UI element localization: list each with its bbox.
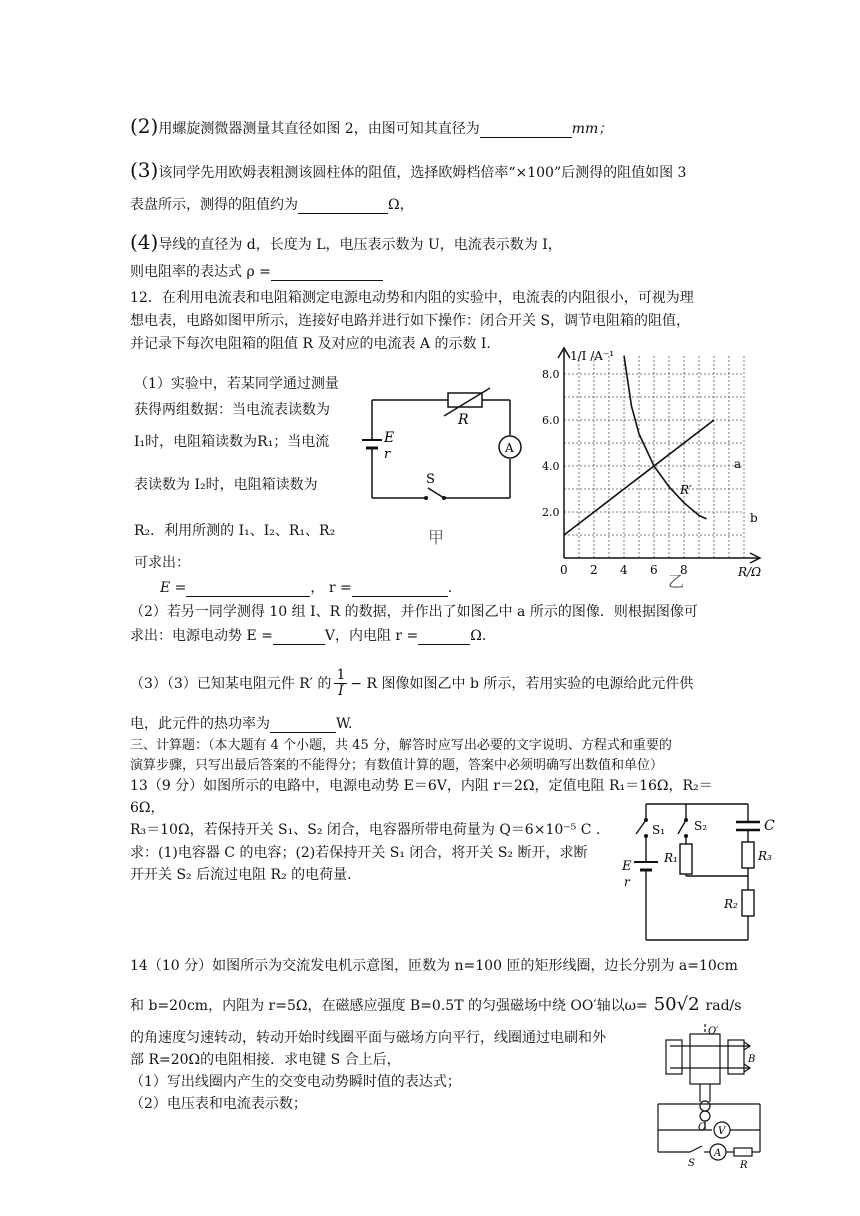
R1-label: R₁	[664, 851, 678, 865]
part-number: (2)	[130, 114, 159, 138]
chart-axes	[558, 348, 760, 563]
x-tick-label: 8	[680, 563, 688, 577]
x-tick-label: 2	[590, 563, 598, 577]
E-label: E	[384, 430, 395, 446]
q13-text: 6Ω，	[130, 800, 165, 816]
answer-blank	[298, 213, 388, 214]
q13-text: 求：(1)电容器 C 的电容；(2)若保持开关 S₁ 闭合，将开关 S₂ 断开，求断	[130, 845, 588, 861]
denominator: I	[338, 683, 344, 700]
q11-part4-line2	[130, 264, 383, 281]
caption-yi: 乙	[668, 572, 685, 591]
text: − R 图像如图乙中 b 所示，若用实验的电源给此元件供	[350, 675, 694, 692]
q13-text: R₃＝10Ω，若保持开关 S₁、S₂ 闭合，电容器所带电荷量为 Q＝6×10⁻⁵ C .	[130, 822, 601, 838]
section-heading: 三、计算题：（本大题有 4 个小题，共 45 分，解答时应写出必要的文字说明、方程式和重要的	[130, 738, 672, 753]
q14-text: 14（10 分）如图所示为交流发电机示意图，匝数为 n=100 匝的矩形线圈，边长分别为 a=10cm	[130, 958, 738, 974]
ammeter-A-label: A	[505, 441, 514, 455]
section-heading: 演算步骤，只写出最后答案的不能得分；有数值计算的题，答案中必须明确写出数值和单位）	[130, 758, 664, 773]
text: W.	[336, 716, 353, 732]
q14-text: （1）写出线圈内产生的交变电动势瞬时值的表达式；	[130, 1074, 461, 1090]
O-label: O	[698, 1122, 707, 1133]
answer-blank	[418, 644, 470, 645]
q11-part3-line2	[130, 197, 414, 214]
r-label: r	[384, 447, 391, 462]
q12-intro: 想电表，电路如图甲所示，连接好电路并进行如下操作：闭合开关 S，调节电阻箱的阻值，	[130, 313, 691, 329]
q12-part3	[130, 668, 693, 700]
text: 和 b=20cm，内阻为 r=5Ω，在磁感应强度 B=0.5T 的匀强磁场中绕 OO′轴以ω=	[130, 998, 648, 1014]
B-label: B	[748, 1054, 756, 1065]
part-number: (4)	[130, 230, 159, 254]
series-line-b	[624, 356, 707, 519]
text: （3）（3）已知某电阻元件 R′ 的	[130, 675, 332, 692]
text: V，内电阻 r =	[324, 628, 419, 644]
answer-blank	[270, 732, 336, 733]
q14-text	[130, 994, 741, 1016]
unit: Ω，	[388, 197, 414, 213]
y-tick-label: 6.0	[542, 414, 560, 427]
q11-part2	[130, 114, 612, 138]
answer-blank	[186, 596, 310, 597]
text: I₁时，电阻箱读数为	[134, 434, 258, 450]
text: R₁；当电流	[257, 434, 330, 450]
r-label: r	[624, 875, 630, 889]
resistor-R-label: R	[740, 1160, 748, 1171]
circuit-q13	[616, 800, 782, 948]
numerator: 1	[336, 667, 346, 683]
q11-part3	[130, 158, 686, 182]
q12-intro: 并记录下每次电阻箱的阻值 R 及对应的电流表 A 的示数 I.	[130, 336, 491, 352]
q12-part3-line2	[130, 716, 352, 733]
q11-part3-text2: 表盘所示，测得的阻值约为	[130, 197, 298, 213]
unit: rad/s	[705, 998, 742, 1014]
S-label: S	[426, 472, 435, 487]
q12-part1-text: R₂．利用所测的 I₁、I₂、R₁、R₂	[134, 523, 336, 539]
unit: mm；	[571, 121, 613, 137]
voltmeter-label: V	[718, 1126, 726, 1137]
C-label: C	[764, 818, 775, 834]
line-a-label: a	[734, 457, 742, 471]
text: 电，此元件的热功率为	[130, 716, 270, 732]
generator-diagram	[650, 1024, 780, 1174]
E-label: E	[622, 859, 632, 874]
S2-label: S₂	[694, 819, 708, 833]
q11-part3-text: 该同学先用欧姆表粗测该圆柱体的阻值，选择欧姆档倍率“×100”后测得的阻值如图 3	[158, 165, 687, 181]
chart-grid	[564, 356, 744, 558]
answer-blank	[273, 644, 325, 645]
circuit-jia	[360, 388, 520, 528]
q13-text: 13（9 分）如图所示的电路中，电源电动势 E＝6V，内阻 r＝2Ω，定值电阻 R₁＝16Ω，R₂＝	[130, 778, 713, 794]
q11-part4	[130, 230, 562, 254]
switch-S-label: S	[688, 1158, 695, 1169]
omega-value: 50√2	[653, 994, 700, 1015]
y-axis-label: 1/I /A⁻¹	[570, 349, 615, 363]
y-tick-label: 4.0	[542, 460, 560, 473]
text: 求出：电源电动势 E =	[130, 628, 273, 644]
R2-label: R₂	[724, 897, 738, 911]
line-b-label: b	[750, 511, 758, 525]
y-tick-label: 2.0	[542, 506, 560, 519]
x-tick-label: 6	[650, 563, 658, 577]
q12-part1-answers	[160, 580, 452, 597]
S1-label: S₁	[652, 823, 666, 837]
q11-part2-text: 用螺旋测微器测量其直径如图 2，由图可知其直径为	[158, 121, 480, 137]
answer-blank	[480, 137, 572, 138]
answer-blank	[271, 280, 383, 281]
q11-part4-text: 导线的直径为 d，长度为 L，电压表示数为 U，电流表示数为 I，	[158, 237, 562, 253]
answer-blank	[352, 596, 448, 597]
q12-part1-text: 可求出：	[134, 555, 190, 571]
x-tick-label: 4	[620, 563, 628, 577]
q12-part1-text	[134, 434, 329, 451]
R3-label: R₃	[758, 849, 772, 863]
x-axis-label: R/Ω	[738, 565, 762, 579]
q13-text: 开开关 S₂ 后流过电阻 R₂ 的电荷量.	[130, 867, 352, 883]
O-prime-label: O′	[708, 1026, 719, 1037]
fraction	[334, 668, 347, 700]
caption-jia: 甲	[428, 528, 445, 547]
E-label: E =	[160, 580, 187, 596]
period: .	[447, 580, 453, 596]
intersection-label: R′	[680, 483, 692, 497]
q12-part1-text: 表读数为 I₂时，电阻箱读数为	[134, 477, 318, 493]
q12-intro: 12．在利用电流表和电阻箱测定电源电动势和内阻的实验中，电流表的内阻很小，可视为理	[130, 290, 694, 306]
x-tick-label: 0	[560, 563, 568, 577]
text: Ω．	[470, 628, 496, 644]
R-label: R	[458, 412, 469, 428]
q14-text: 部 R=20Ω的电阻相接．求电键 S 合上后，	[130, 1052, 401, 1068]
ammeter-label: A	[714, 1148, 722, 1159]
part-number: (3)	[130, 158, 159, 182]
resistivity-expression: 则电阻率的表达式 ρ =	[130, 264, 271, 280]
q14-text: 的角速度匀速转动，转动开始时线圈平面与磁场方向平行，线圈通过电刷和外	[130, 1030, 606, 1046]
chart-yi	[542, 340, 770, 590]
r-label: ， r =	[310, 580, 352, 596]
q12-part2-answers	[130, 628, 496, 645]
q14-text: （2）电压表和电流表示数；	[130, 1096, 307, 1112]
q12-part1-text: 获得两组数据：当电流表读数为	[134, 402, 330, 418]
q12-part1-text: （1）实验中，若某同学通过测量	[134, 376, 339, 392]
y-tick-label: 8.0	[542, 368, 560, 381]
q12-part2-text: （2）若另一同学测得 10 组 I、R 的数据，并作出了如图乙中 a 所示的图像．则根据图像可	[130, 604, 698, 620]
